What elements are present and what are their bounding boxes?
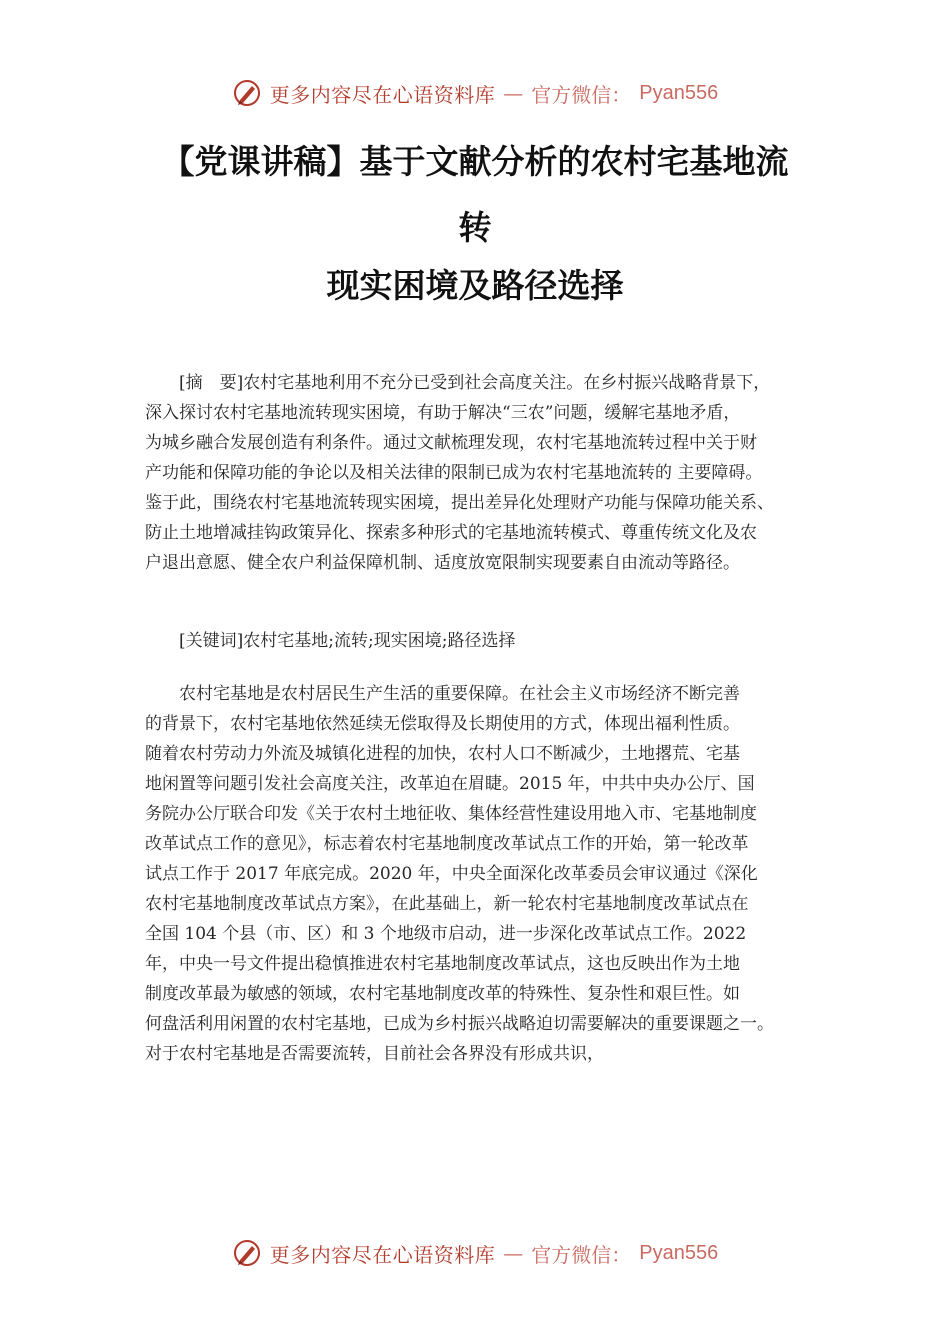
keywords-line: [关键词]农村宅基地;流转;现实困境;路径选择 [145, 631, 516, 651]
body-paragraph [145, 679, 825, 1069]
page-title-line-3: 现实困境及路径选择 [326, 266, 624, 305]
page-title-line-1: 【党课讲稿】基于文献分析的农村宅基地流 [161, 142, 789, 181]
body-line: 的背景下，农村宅基地依然延续无偿取得及长期使用的方式，体现出福利性质。 [145, 714, 740, 734]
footer-banner [0, 1233, 950, 1273]
abstract-paragraph [145, 368, 825, 578]
body-line: 试点工作于 2017 年底完成。2020 年，中央全面深化改革委员会审议通过《深化 [145, 864, 758, 884]
body-line: 年，中央一号文件提出稳慎推进农村宅基地制度改革试点，这也反映出作为土地 [145, 954, 740, 974]
banner-wechat-label: 官方微信： [531, 82, 632, 107]
banner-site-text: 更多内容尽在心语资料库 [269, 1242, 496, 1267]
body-line: 务院办公厅联合印发《关于农村土地征收、集体经营性建设用地入市、宅基地制度 [145, 804, 757, 824]
banner-separator: — [503, 1241, 524, 1265]
body-line: 农村宅基地是农村居民生产生活的重要保障。在社会主义市场经济不断完善 [145, 684, 740, 704]
abstract-line: 产功能和保障功能的争论以及相关法律的限制已成为农村宅基地流转的 主要障碍。 [145, 463, 763, 483]
abstract-line: [摘 要]农村宅基地利用不充分已受到社会高度关注。在乡村振兴战略背景下， [145, 373, 771, 393]
body-line: 农村宅基地制度改革试点方案》，在此基础上，新一轮农村宅基地制度改革试点在 [145, 894, 749, 914]
keywords-paragraph [145, 626, 825, 656]
body-line: 何盘活利用闲置的农村宅基地，已成为乡村振兴战略迫切需要解决的重要课题之一。 [145, 1014, 774, 1034]
banner-wechat-id: Pyan556 [639, 1241, 719, 1264]
body-line: 随着农村劳动力外流及城镇化进程的加快，农村人口不断减少，土地撂荒、宅基 [145, 744, 740, 764]
banner-wechat-label: 官方微信： [531, 1242, 632, 1267]
banner-site-text: 更多内容尽在心语资料库 [269, 82, 496, 107]
banner-separator: — [503, 81, 524, 105]
abstract-line: 深入探讨农村宅基地流转现实困境，有助于解决“三农”问题，缓解宅基地矛盾， [145, 403, 741, 423]
body-line: 制度改革最为敏感的领域，农村宅基地制度改革的特殊性、复杂性和艰巨性。如 [145, 984, 740, 1004]
abstract-line: 鉴于此，围绕农村宅基地流转现实困境，提出差异化处理财产功能与保障功能关系、 [145, 493, 774, 513]
banner-wechat-id: Pyan556 [639, 81, 719, 104]
pen-logo-icon [232, 1238, 262, 1268]
body-line: 对于农村宅基地是否需要流转，目前社会各界没有形成共识， [145, 1044, 604, 1064]
abstract-line: 防止土地增减挂钩政策异化、探索多种形式的宅基地流转模式、尊重传统文化及农 [145, 523, 757, 543]
abstract-line: 为城乡融合发展创造有利条件。通过文献梳理发现，农村宅基地流转过程中关于财 [145, 433, 757, 453]
abstract-line: 户退出意愿、健全农户利益保障机制、适度放宽限制实现要素自由流动等路径。 [145, 553, 740, 573]
page-title-line-2: 转 [458, 208, 492, 247]
body-line: 地闲置等问题引发社会高度关注，改革迫在眉睫。2015 年，中共中央办公厅、国 [145, 774, 755, 794]
body-line: 改革试点工作的意见》，标志着农村宅基地制度改革试点工作的开始，第一轮改革 [145, 834, 749, 854]
pen-logo-icon [232, 78, 262, 108]
body-line: 全国 104 个县（市、区）和 3 个地级市启动，进一步深化改革试点工作。2022 [145, 924, 747, 944]
header-banner [0, 73, 950, 113]
